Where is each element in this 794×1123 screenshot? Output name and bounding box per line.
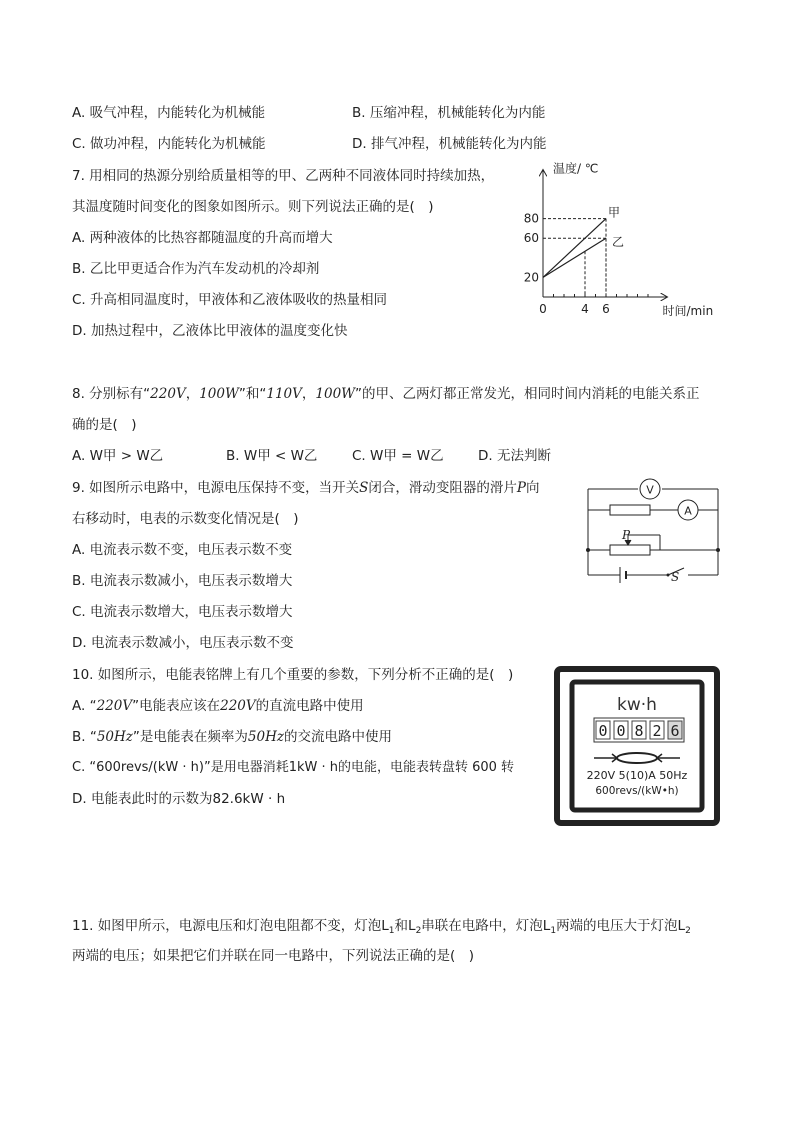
q7-option-c: C. 升高相同温度时，甲液体和乙液体吸收的热量相同 <box>72 292 388 308</box>
q7-option-b: B. 乙比甲更适合作为汽车发动机的冷却剂 <box>72 261 320 277</box>
slider-label: P <box>622 528 631 542</box>
y-axis-label: 温度/ ℃ <box>553 161 599 176</box>
q8-voltage-2: 110V <box>266 386 302 402</box>
q10-a-text-3: 的直流电路中使用 <box>255 698 364 714</box>
q10-b-text-2: ”是电能表在频率为 <box>132 729 248 745</box>
q10-a-text-2: ”电能表应该在 <box>132 698 221 714</box>
q10-a-voltage-2: 220V <box>220 698 256 714</box>
electricity-meter <box>554 666 720 826</box>
q10-b-text-1: B. “ <box>72 729 97 745</box>
temperature-time-chart <box>510 160 750 330</box>
q6-option-c: C. 做功冲程，内能转化为机械能 <box>72 136 266 152</box>
q11-text-d: 两端的电压大于灯泡L <box>556 918 686 934</box>
q7-stem-line2: 其温度随时间变化的图象如图所示。则下列说法正确的是( ) <box>72 199 434 215</box>
q10-a-voltage-1: 220V <box>96 698 133 714</box>
x-tick-label: 6 <box>602 302 610 316</box>
x-tick-label: 0 <box>539 302 547 316</box>
series-line-1 <box>543 219 606 278</box>
q7-option-a: A. 两种液体的比热容都随温度的升高而增大 <box>72 230 333 246</box>
q8-text-a: 8. 分别标有“ <box>72 386 151 402</box>
y-tick-label: 20 <box>523 270 539 285</box>
q10-b-freq-1: 50Hz <box>96 729 133 745</box>
q8-stem-line2: 确的是( ) <box>72 417 137 433</box>
series-line-2 <box>543 238 606 277</box>
q10-option-c: C. “600revs/(kW · h)”是用电器消耗1kW · h的电能，电能表转盘转 600 转 <box>72 760 515 775</box>
q7-option-d: D. 加热过程中，乙液体比甲液体的温度变化快 <box>72 323 348 339</box>
q10-a-text-1: A. “ <box>72 698 97 714</box>
switch-label: S <box>671 570 680 584</box>
q9-text-a: 9. 如图所示电路中，电源电压保持不变，当开关 <box>72 480 360 496</box>
x-axis-label: 时间/min <box>662 304 714 318</box>
q10-option-a <box>72 697 364 715</box>
q6-option-d: D. 排气冲程，机械能转化为内能 <box>352 136 547 152</box>
q11-text-b: 和L <box>394 918 416 934</box>
q11-sub-4: 2 <box>685 926 691 936</box>
q8-voltage-1: 220V <box>150 386 186 402</box>
q11-sub-1: 1 <box>388 926 395 936</box>
meter-unit: kw·h <box>617 695 657 715</box>
rotor-disc-icon <box>617 753 657 763</box>
q8-stem-line1 <box>72 385 700 403</box>
q8-text-b: ”和“ <box>238 386 267 402</box>
q9-slider-symbol: P <box>516 480 527 496</box>
circuit-diagram <box>580 475 730 585</box>
y-tick-label: 60 <box>523 231 539 246</box>
q9-option-a: A. 电流表示数不变，电压表示数不变 <box>72 542 293 558</box>
meter-digit: 2 <box>652 722 662 740</box>
q8-option-b: B. W甲 < W乙 <box>226 448 318 464</box>
series-label-1: 甲 <box>608 205 621 220</box>
q11-sub-3: 1 <box>550 926 557 936</box>
q10-b-text-3: 的交流电路中使用 <box>284 729 392 745</box>
q9-option-c: C. 电流表示数增大，电压表示数增大 <box>72 604 293 620</box>
q10-option-d: D. 电能表此时的示数为82.6kW · h <box>72 791 286 807</box>
q11-sub-2: 2 <box>415 926 422 936</box>
q8-option-d: D. 无法判断 <box>478 448 551 464</box>
meter-digit: 0 <box>598 722 608 740</box>
q8-power-2: 100W <box>315 386 356 402</box>
q11-stem-line2: 两端的电压；如果把它们并联在同一电路中，下列说法正确的是( ) <box>72 948 475 964</box>
x-tick-label: 4 <box>581 302 589 316</box>
q10-b-freq-2: 50Hz <box>247 729 284 745</box>
y-tick-label: 80 <box>523 211 539 226</box>
q10-stem: 10. 如图所示，电能表铭牌上有几个重要的参数，下列分析不正确的是( ) <box>72 667 514 683</box>
q8-sep-2: ， <box>301 386 316 402</box>
q11-text-c: 串联在电路中，灯泡L <box>421 918 551 934</box>
q10-option-b <box>72 728 392 746</box>
q9-text-b: 闭合，滑动变阻器的滑片 <box>368 480 517 496</box>
meter-digit: 8 <box>634 722 644 740</box>
q11-text-a: 11. 如图甲所示，电源电压和灯泡电阻都不变，灯泡L <box>72 918 389 934</box>
ammeter-label: A <box>684 504 692 518</box>
q9-text-c: 向 <box>526 480 540 496</box>
meter-rating: 220V 5(10)A 50Hz <box>586 769 688 782</box>
q11-stem-line1 <box>72 917 691 935</box>
meter-digit: 0 <box>616 722 626 740</box>
voltmeter-label: V <box>646 483 654 497</box>
q6-option-a: A. 吸气冲程，内能转化为机械能 <box>72 105 266 121</box>
meter-revs: 600revs/(kW•h) <box>595 785 679 797</box>
meter-digit: 6 <box>670 722 680 740</box>
q7-stem-line1: 7. 用相同的热源分别给质量相等的甲、乙两种不同液体同时持续加热， <box>72 168 495 184</box>
q9-option-b: B. 电流表示数减小，电压表示数增大 <box>72 573 293 589</box>
q9-option-d: D. 电流表示数减小，电压表示数不变 <box>72 635 294 651</box>
q8-sep-1: ， <box>185 386 200 402</box>
q8-option-a: A. W甲 > W乙 <box>72 448 164 464</box>
q9-stem-line1 <box>72 479 540 497</box>
q6-option-b: B. 压缩冲程，机械能转化为内能 <box>352 105 546 121</box>
q8-option-c: C. W甲 = W乙 <box>352 448 444 464</box>
series-label-2: 乙 <box>612 235 625 250</box>
q8-text-c: ”的甲、乙两灯都正常发光，相同时间内消耗的电能关系正 <box>355 386 700 402</box>
q8-power-1: 100W <box>199 386 239 402</box>
q9-switch-symbol: S <box>359 480 369 496</box>
q9-stem-line2: 右移动时，电表的示数变化情况是( ) <box>72 511 299 527</box>
